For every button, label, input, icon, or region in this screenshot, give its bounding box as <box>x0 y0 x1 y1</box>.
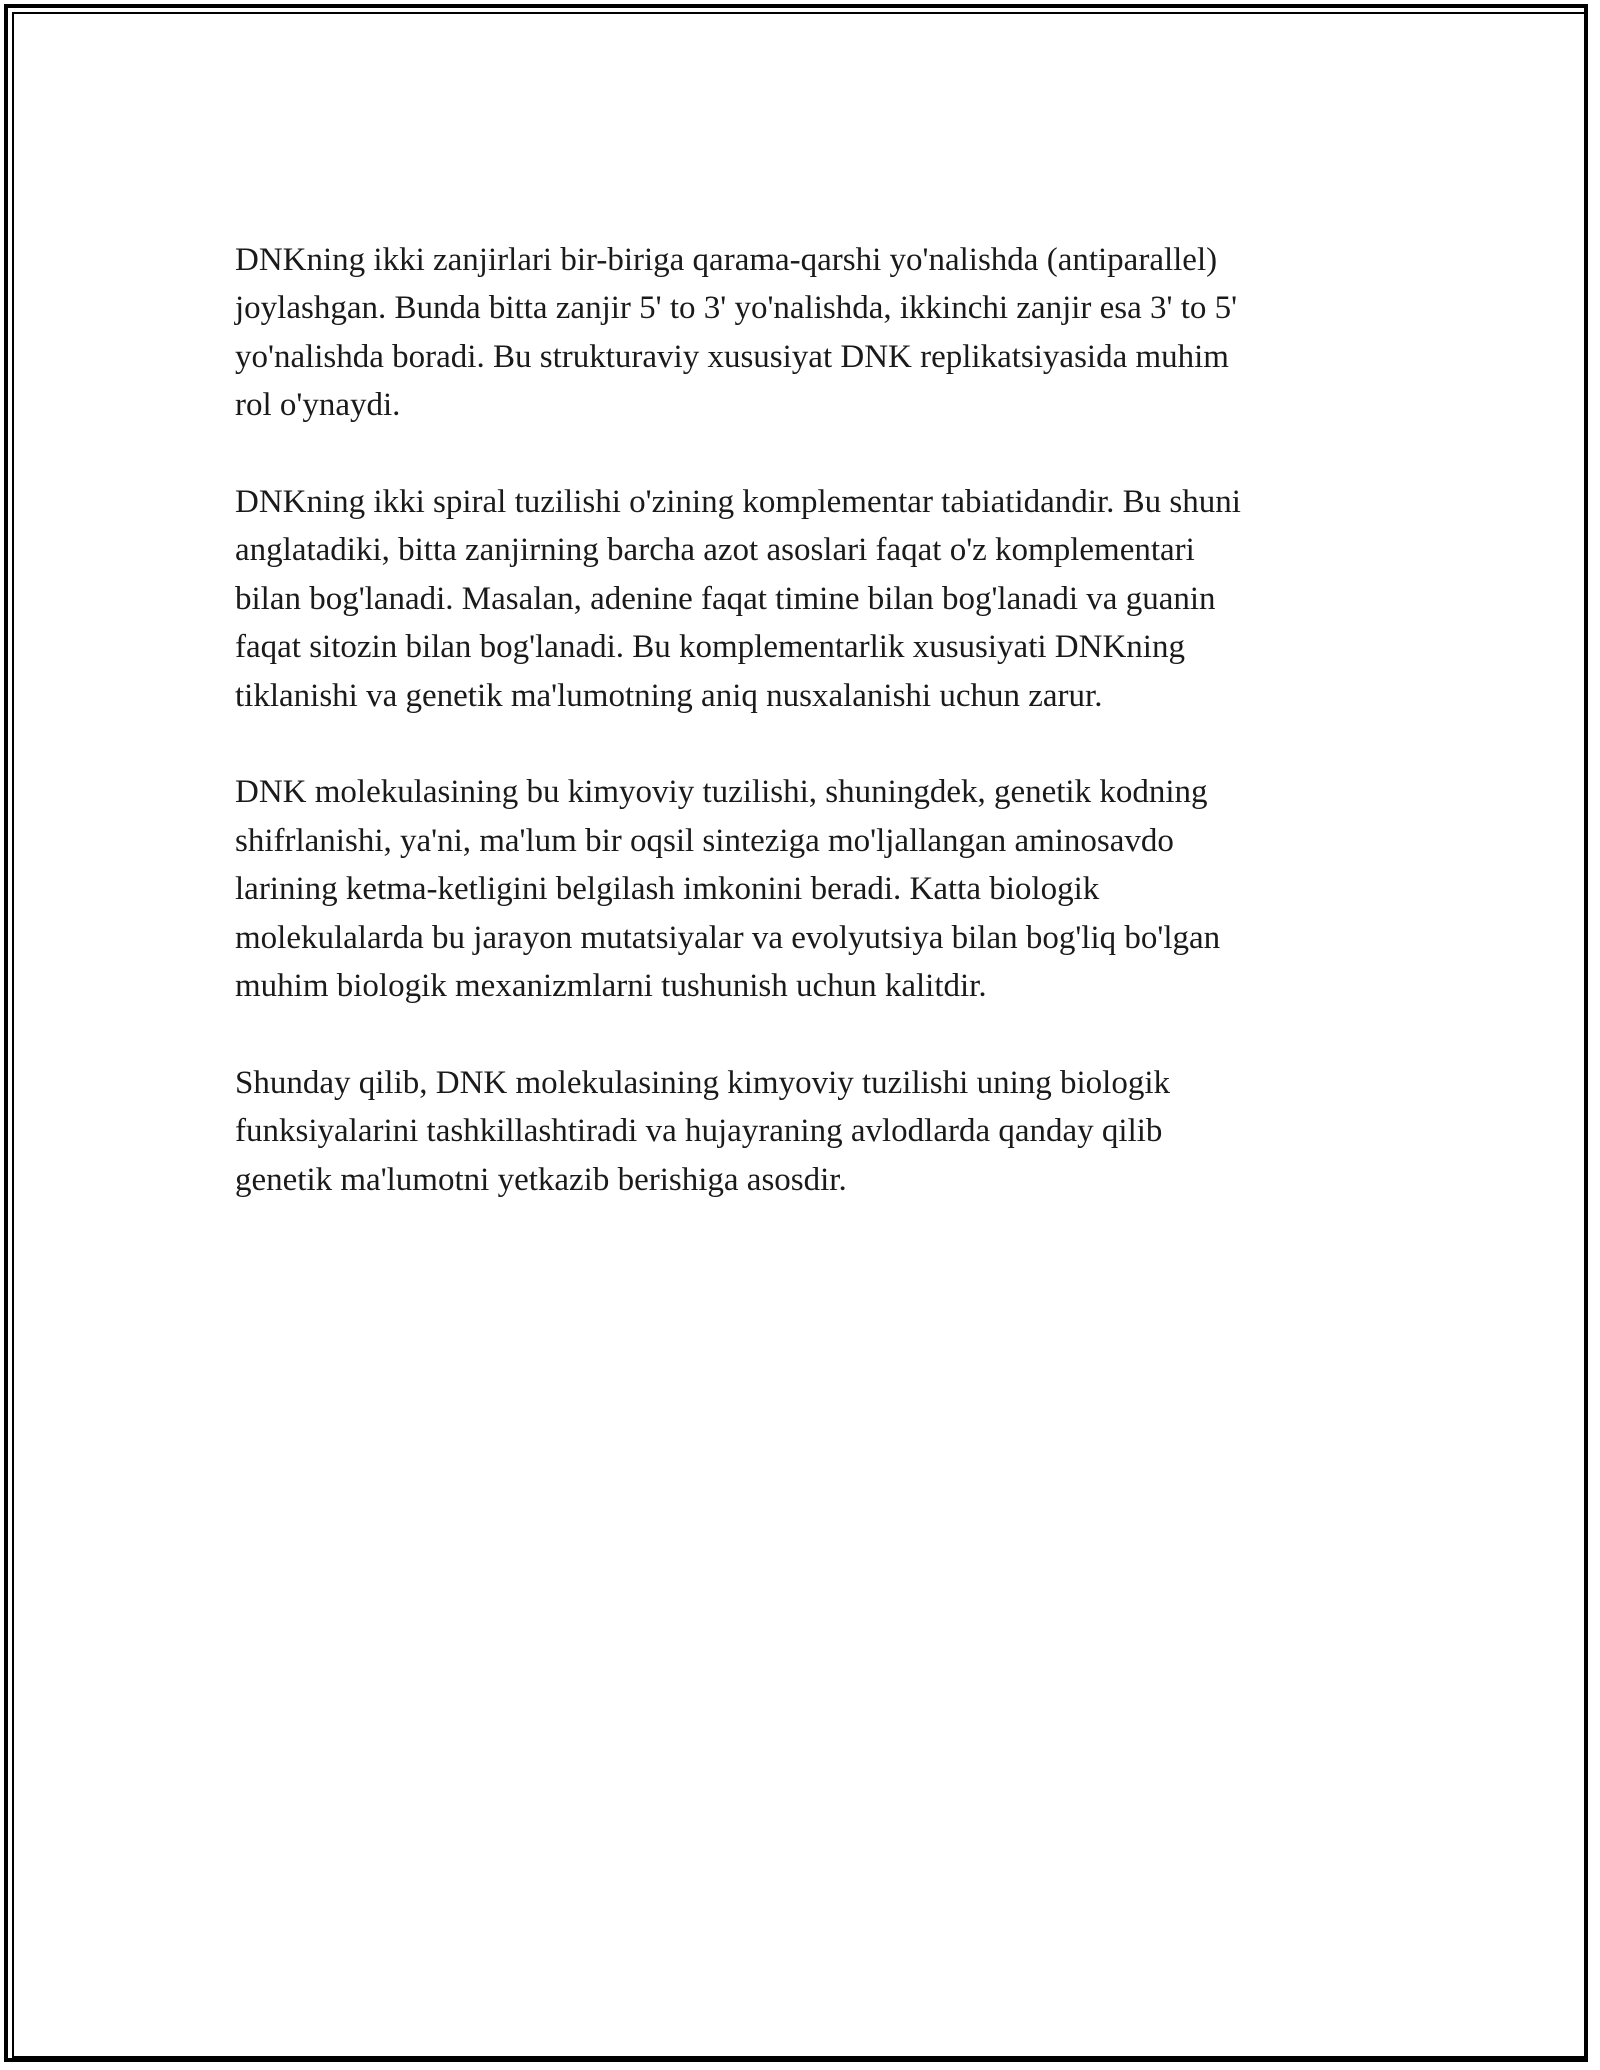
text-line: funksiyalarini tashkillashtiradi va hujayraning avlodlarda qanday qilib <box>235 1113 1163 1150</box>
paragraph-1 <box>235 236 1375 430</box>
text-line: anglatadiki, bitta zanjirning barcha azot asoslari faqat o'z komplementari <box>235 532 1195 569</box>
text-line: DNKning ikki spiral tuzilishi o'zining komplementar tabiatidandir. Bu shuni <box>235 484 1241 521</box>
text-line: joylashgan. Bunda bitta zanjir 5' to 3' yo'nalishda, ikkinchi zanjir esa 3' to 5' <box>235 290 1238 327</box>
text-line: tiklanishi va genetik ma'lumotning aniq nusxalanishi uchun zarur. <box>235 677 1103 714</box>
text-line: DNKning ikki zanjirlari bir-biriga qarama-qarshi yo'nalishda (antiparallel) <box>235 242 1218 278</box>
text-line: faqat sitozin bilan bog'lanadi. Bu komplementarlik xususiyati DNKning <box>235 629 1185 666</box>
text-line: muhim biologik mexanizmlarni tushunish uchun kalitdir. <box>235 968 987 1005</box>
text-line: shifrlanishi, ya'ni, ma'lum bir oqsil sinteziga mo'ljallangan aminosavdo <box>235 822 1174 859</box>
text-line: molekulalarda bu jarayon mutatsiyalar va evolyutsiya bilan bog'liq bo'lgan <box>235 919 1221 956</box>
text-line: genetik ma'lumotni yetkazib berishiga asosdir. <box>235 1161 847 1198</box>
text-line: DNK molekulasining bu kimyoviy tuzilishi, shuningdek, genetik kodning <box>235 774 1208 811</box>
paragraph-4 <box>235 1059 1375 1204</box>
text-line: yo'nalishda boradi. Bu strukturaviy xususiyat DNK replikatsiyasida muhim <box>235 338 1229 375</box>
text-line: bilan bog'lanadi. Masalan, adenine faqat timine bilan bog'lanadi va guanin <box>235 580 1216 617</box>
paragraph-3 <box>235 768 1375 1010</box>
text-line: Shunday qilib, DNK molekulasining kimyoviy tuzilishi uning biologik <box>235 1064 1170 1101</box>
text-line: larining ketma-ketligini belgilash imkonini beradi. Katta biologik <box>235 871 1100 908</box>
document-body <box>235 236 1375 1252</box>
paragraph-2 <box>235 478 1375 720</box>
text-line: rol o'ynaydi. <box>235 387 401 424</box>
